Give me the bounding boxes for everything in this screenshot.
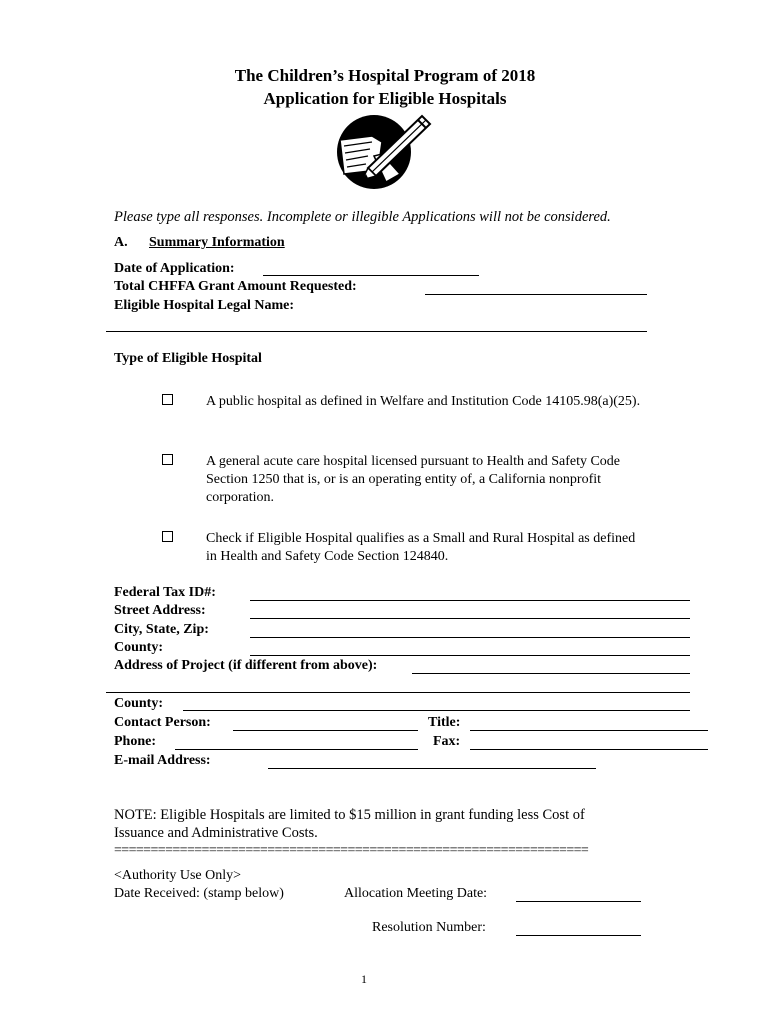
project-address-field[interactable]	[412, 673, 690, 674]
allocation-meeting-date-label: Allocation Meeting Date:	[344, 886, 488, 901]
fax-label: Fax:	[433, 734, 461, 749]
county-label: County:	[114, 640, 164, 655]
street-address-label: Street Address:	[114, 603, 206, 618]
acute-care-hospital-checkbox[interactable]	[162, 454, 173, 465]
project-address-label: Address of Project (if different from above):	[114, 658, 378, 673]
instructions-text: Please type all responses. Incomplete or illegible Applications will not be considered.	[114, 209, 611, 225]
contact-person-field[interactable]	[233, 730, 418, 731]
contact-person-label: Contact Person:	[114, 715, 211, 730]
city-state-zip-field[interactable]	[250, 637, 690, 638]
date-of-application-field[interactable]	[263, 275, 479, 276]
public-hospital-option-text: A public hospital as defined in Welfare and Institution Code 14105.98(a)(25).	[206, 394, 641, 409]
pencil-writing-icon	[330, 108, 436, 192]
acute-care-option-text: A general acute care hospital licensed pursuant to Health and Safety Code Section 1250 that is, or is an operating entity of, a California nonprofit corporation.	[206, 454, 621, 505]
resolution-number-field[interactable]	[516, 935, 641, 936]
county-field[interactable]	[250, 655, 690, 656]
small-rural-hospital-checkbox[interactable]	[162, 531, 173, 542]
public-hospital-checkbox[interactable]	[162, 394, 173, 405]
legal-name-label: Eligible Hospital Legal Name:	[114, 298, 295, 313]
street-address-field[interactable]	[250, 618, 690, 619]
small-rural-option-text: Check if Eligible Hospital qualifies as a Small and Rural Hospital as defined in Health and Safety Code Section 124840.	[206, 531, 636, 564]
county-2-label: County:	[114, 696, 164, 711]
county-2-field[interactable]	[183, 710, 690, 711]
authority-use-heading: <Authority Use Only>	[114, 868, 242, 883]
hospital-type-heading: Type of Eligible Hospital	[114, 351, 262, 366]
page-number: 1	[361, 972, 367, 986]
phone-field[interactable]	[175, 749, 418, 750]
legal-name-field[interactable]	[106, 331, 647, 332]
fax-field[interactable]	[470, 749, 708, 750]
note-line-2: Issuance and Administrative Costs.	[114, 825, 318, 841]
page-title-line-2: Application for Eligible Hospitals	[263, 89, 507, 108]
project-address-field-line-2[interactable]	[106, 692, 690, 693]
grant-amount-field[interactable]	[425, 294, 647, 295]
date-received-label: Date Received: (stamp below)	[114, 886, 284, 901]
note-line-1: NOTE: Eligible Hospitals are limited to $15 million in grant funding less Cost of	[114, 807, 585, 823]
city-state-zip-label: City, State, Zip:	[114, 622, 209, 637]
separator-line: =================================================================	[114, 843, 589, 858]
federal-tax-id-label: Federal Tax ID#:	[114, 585, 216, 600]
grant-amount-label: Total CHFFA Grant Amount Requested:	[114, 279, 357, 294]
allocation-meeting-date-field[interactable]	[516, 901, 641, 902]
date-of-application-label: Date of Application:	[114, 261, 235, 276]
federal-tax-id-field[interactable]	[250, 600, 690, 601]
section-title: Summary Information	[149, 235, 285, 250]
phone-label: Phone:	[114, 734, 156, 749]
title-field[interactable]	[470, 730, 708, 731]
email-label: E-mail Address:	[114, 753, 211, 768]
section-letter: A.	[114, 235, 128, 250]
title-label: Title:	[428, 715, 461, 730]
page-title-line-1: The Children’s Hospital Program of 2018	[234, 66, 536, 85]
resolution-number-label: Resolution Number:	[372, 920, 486, 935]
email-field[interactable]	[268, 768, 596, 769]
